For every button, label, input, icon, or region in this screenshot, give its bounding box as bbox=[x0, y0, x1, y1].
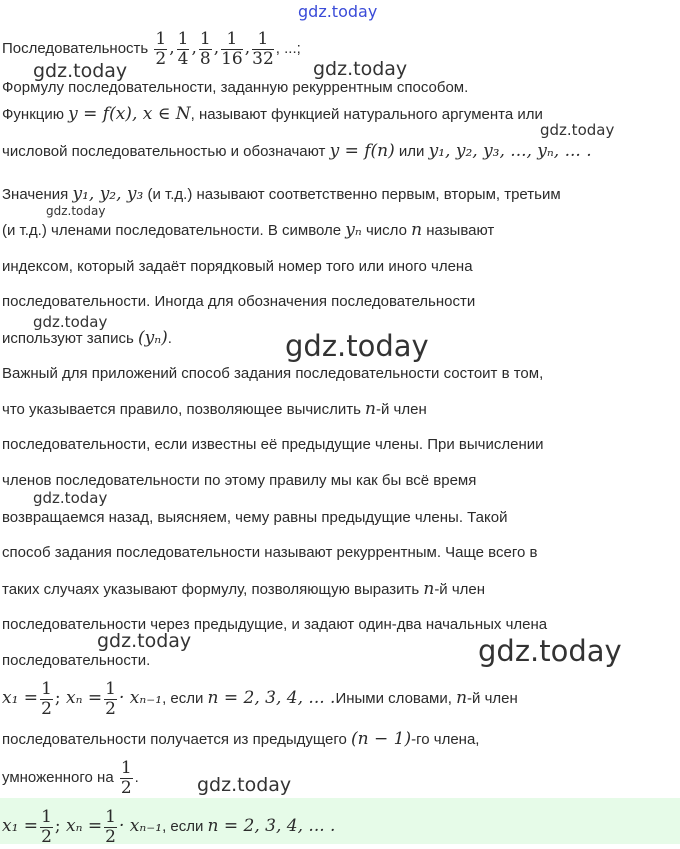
text-line: Функцию y = f(x), x ∈ N, называют функцией натурального аргумента или bbox=[2, 104, 543, 124]
text-line: умноженного на $\frac{1}{2}$ . bbox=[2, 757, 139, 798]
watermark: gdz.today bbox=[197, 774, 292, 796]
watermark: gdz.today bbox=[97, 630, 192, 652]
text-line: (и т.д.) членами последовательности. В символе yₙ число n называют bbox=[2, 220, 495, 240]
sequence-line: Последовательность $\frac{1}{2}$ , $\frac{1}{4}$ , $\frac{1}{8}$ , $\frac{1}{16}$ , $\frac{1}{32}$ , ...; bbox=[2, 28, 301, 69]
recurrence-formula: x₁ = $\frac{1}{2}$ ; xₙ = $\frac{1}{2}$ · xₙ₋₁, если n = 2, 3, 4, ... .Иными словами, n-й член bbox=[2, 678, 518, 719]
watermark: gdz.today bbox=[46, 204, 106, 218]
text-line: индексом, который задаёт порядковый номер того или иного члена bbox=[2, 258, 473, 275]
text-line: последовательности, если известны её предыдущие члены. При вычислении bbox=[2, 436, 544, 453]
text-line: способ задания последовательности называют рекуррентным. Чаще всего в bbox=[2, 544, 538, 561]
task-line: Формулу последовательности, заданную рекуррентным способом. bbox=[2, 79, 469, 96]
text-line: Значения y₁, y₂, y₃ (и т.д.) называют соответственно первым, вторым, третьим bbox=[2, 184, 561, 204]
watermark: gdz.today bbox=[298, 2, 378, 21]
watermark: gdz.today bbox=[313, 58, 408, 80]
text-line: последовательности. bbox=[2, 652, 151, 669]
text-line: Важный для приложений способ задания последовательности состоит в том, bbox=[2, 365, 544, 382]
text-line: последовательности через предыдущие, и задают один-два начальных члена bbox=[2, 616, 548, 633]
text-line: числовой последовательностью и обозначают y = f(n) или y₁, y₂, y₃, ..., yₙ, ... . bbox=[2, 141, 592, 161]
watermark: gdz.today bbox=[33, 489, 108, 507]
text-line: что указывается правило, позволяющее вычислить n-й член bbox=[2, 399, 427, 419]
text-line: возвращаемся назад, выясняем, чему равны предыдущие члены. Такой bbox=[2, 509, 508, 526]
watermark: gdz.today bbox=[478, 634, 622, 668]
text-line: таких случаях указывают формулу, позволяющую выразить n-й член bbox=[2, 579, 486, 599]
answer-formula: x₁ = $\frac{1}{2}$ ; xₙ = $\frac{1}{2}$ · xₙ₋₁, если n = 2, 3, 4, ... . bbox=[2, 806, 336, 847]
text-line: членов последовательности по этому правилу мы как бы всё время bbox=[2, 472, 477, 489]
watermark: gdz.today bbox=[33, 313, 108, 331]
watermark: gdz.today bbox=[285, 329, 429, 363]
text-line: последовательности. Иногда для обозначения последовательности bbox=[2, 293, 476, 310]
text-line: последовательности получается из предыдущего (n − 1)-го члена, bbox=[2, 729, 480, 749]
watermark: gdz.today bbox=[33, 60, 128, 82]
text-line: используют запись (yₙ). bbox=[2, 328, 172, 348]
watermark: gdz.today bbox=[540, 121, 615, 139]
